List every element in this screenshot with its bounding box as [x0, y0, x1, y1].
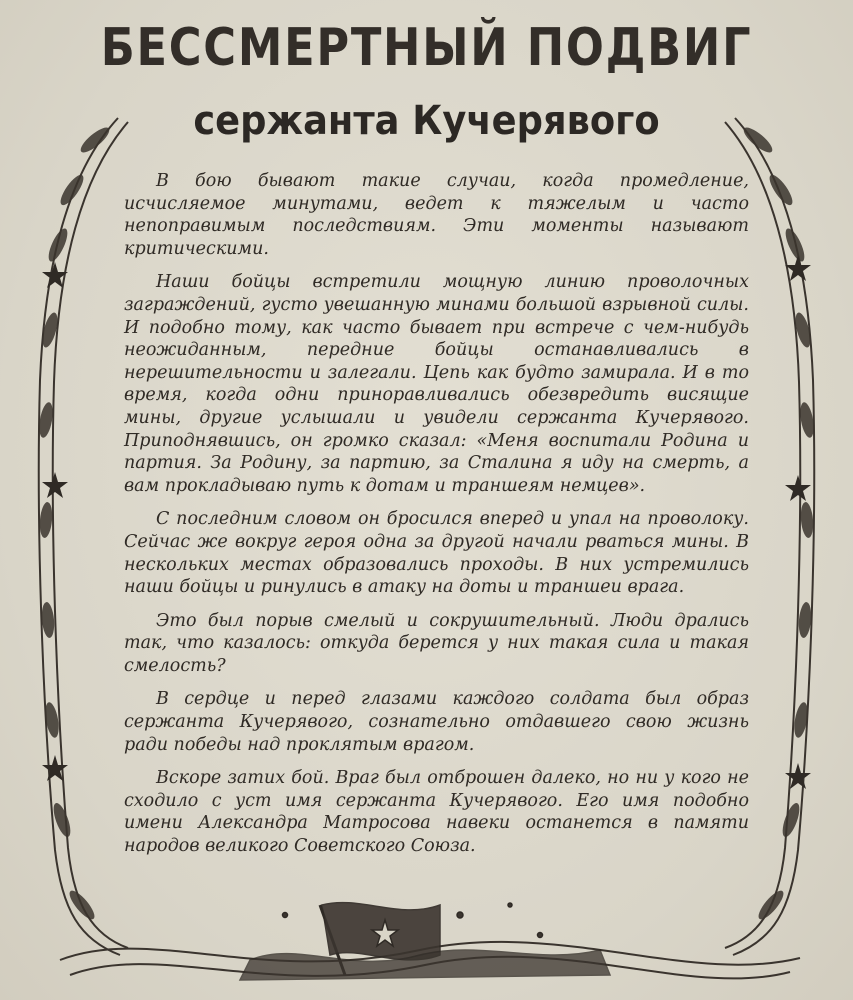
article-body — [124, 170, 749, 869]
banner-flag-illustration — [240, 903, 610, 980]
article-paragraph: С последним словом он бросился вперед и упал на проволоку. Сейчас же вокруг героя одна за другой начали рваться мины. В нескольких местах образовались проходы. В них устремились наши бойцы и ринулись в атаку на доты и траншеи врага. — [124, 509, 749, 598]
article-paragraph: Это был порыв смелый и сокрушительный. Люди дрались так, что казалось: откуда берется у них такая сила и такая смелость? — [124, 610, 749, 676]
article-paragraph: В сердце и перед глазами каждого солдата был образ сержанта Кучерявого, сознательно отдавшего свою жизнь ради победы над проклятым врагом. — [124, 689, 749, 755]
article-paragraph: В бою бывают такие случаи, когда промедление, исчисляемое минутами, ведет к тяжелым и часто непоправимым последствиям. Эти моменты называют критическими. — [124, 171, 749, 259]
article-paragraph: Вскоре затих бой. Враг был отброшен далеко, но ни у кого не сходило с уст имя сержанта Кучерявого. Его имя подобно имени Александра Матросова навеки останется в памяти народов великого Советского Союза. — [124, 768, 749, 857]
article-paragraph: Наши бойцы встретили мощную линию проволочных заграждений, густо увешанную минами большой взрывной силы. И подобно тому, как часто бывает при встрече с чем-нибудь неожиданным, передние бойцы останавливались в нерешительности и залегали. Цепь как будто замирала. И в то время, когда одни приноравливались обезвредить висящие мины, другие услышали и увидели сержанта Кучерявого. Приподнявшись, он громко сказал: «Меня воспитали Родина и партия. За Родину, за партию, за Сталина я иду на смерть, а вам прокладываю путь к дотам и траншеям немцев». — [124, 272, 749, 496]
subheadline: сержанта Кучерявого — [193, 98, 660, 144]
headline: БЕССМЕРТНЫЙ ПОДВИГ — [100, 18, 753, 78]
